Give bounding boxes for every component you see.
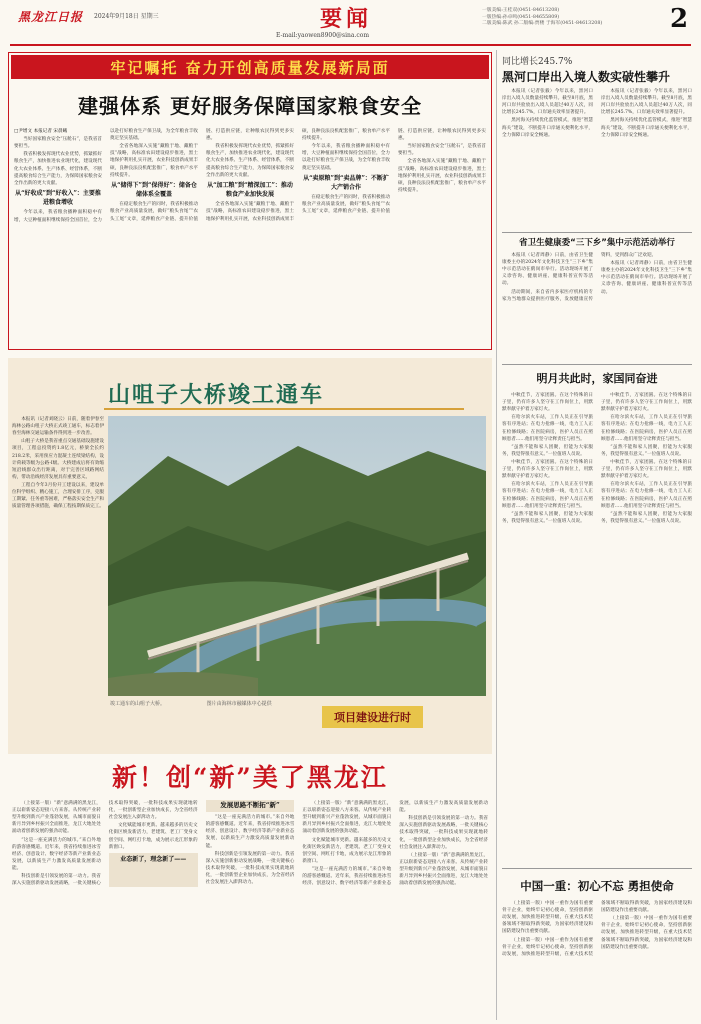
paragraph: 在哈尔滨火车站，工作人员正在引导旅客有序进站；在电力抢修一线，电力工人正在检修线路；在医院病房，医护人员正在照顾患者……他们用坚守诠释责任与担当。 xyxy=(601,415,692,442)
subhead-line: 发展思路不断拓“新” xyxy=(220,801,280,809)
paragraph: （上接第一版）中国一重作为国有重要骨干企业，始终牢记初心使命，坚持创新驱动发展，加快推进转型升级，在重大技术装备领域不断取得新突破，为国家经济建设和国防建设作出重要贡献。 xyxy=(601,916,692,950)
new-headline: 新！创“新”美了黑龙江 xyxy=(112,763,388,792)
paragraph: 全省各地深入实施“藏粮于地、藏粮于技”战略，高标准农田建设稳步推进，黑土地保护利用扎实开展，农业科技创新成果丰硕，良种良法良机配套推广，粮食单产水平持续提升。 xyxy=(398,159,486,193)
subhead: 从“好收成”到“好收入”：主要推进粮食增收 xyxy=(15,189,101,207)
article-2-body xyxy=(502,252,692,360)
lead-body xyxy=(14,128,486,346)
paragraph: 本报讯（记者张毅）今年以来，黑河口岸出入境人员数量持续攀升。截至8月底，黑河口岸共验放出入境人员超过40万人次，同比增长245.7%，口岸通关效率显著提升。 xyxy=(601,89,692,116)
rule xyxy=(502,364,692,365)
paragraph: 科技创新是引领发展的第一动力。我省深入实施创新驱动发展战略，一批关键核心技术取得突破，一批科技成果实现就地转化，一批创新型企业加快成长，为全省经济社会发展注入澎湃动力。 xyxy=(205,851,295,886)
paragraph: 黑河海关持续优化监管模式，推进“智慧海关”建设，不断提升口岸通关便利化水平，全力保障口岸安全畅通。 xyxy=(601,118,692,138)
paragraph: 文化赋能城市更新。越来越多的历史文化街区焕发新活力，老建筑、老工厂变身文创空间、网红打卡地，成为展示龙江形象的新窗口。 xyxy=(108,823,198,850)
bridge-title: 山咀子大桥竣工通车 xyxy=(108,382,325,408)
editor-line: 一版热编:孙卓鸣(0451-84655809) xyxy=(482,14,560,20)
paragraph: 在哈尔滨火车站，工作人员正在引导旅客有序进站；在电力抢修一线，电力工人正在检修线路；在医院病房，医护人员正在照顾患者……他们用坚守诠释责任与担当。 xyxy=(502,415,593,442)
paragraph: 科技创新是引领发展的第一动力。我省深入实施创新驱动发展战略，一批关键核心技术取得突破，一批科技成果实现就地转化，一批创新型企业加快成长，为全省经济社会发展注入澎湃动力。 xyxy=(399,816,488,850)
paragraph: 本报讯（记者张毅）今年以来，黑河口岸出入境人员数量持续攀升。截至8月底，黑河口岸共验放出入境人员超过40万人次，同比增长245.7%，口岸通关效率显著提升。 xyxy=(502,89,593,116)
rule xyxy=(502,868,692,869)
banner-text: 牢记嘱托 奋力开创高质量发展新局面 xyxy=(110,58,390,77)
paragraph: 全省各地深入实施“藏粮于地、藏粮于技”战略，高标准农田建设稳步推进，黑土地保护利用扎实开展，农业科技创新成果丰硕，良种良法良机配套推广，粮食单产水平持续提升。 xyxy=(206,129,390,222)
section-email: E-mail:yaowen8900@sina.com xyxy=(276,32,370,39)
article-3-title: 明月共此时，家国同奋进 xyxy=(536,372,658,385)
subhead: 从“卖原粮”到“卖品牌”：不断扩大产销合作 xyxy=(303,174,389,191)
photo-caption xyxy=(110,700,484,707)
paragraph: 文化赋能城市更新。越来越多的历史文化街区焕发新活力，老建筑、老工厂变身文创空间、网红打卡地，成为展示龙江形象的新窗口。 xyxy=(302,837,392,864)
paragraph: 在稳定粮食生产的同时，我省积极推动粮食产业高质量发展，做好“粮头食尾”“农头工尾”文章，延伸粮食产业链、提升价值链、打造供应链，让种粮农民得到更多实惠。 xyxy=(110,129,294,222)
section-title: 要闻 xyxy=(320,6,373,32)
issue-date: 2024年9月18日 星期三 xyxy=(94,13,159,20)
editor-credits xyxy=(482,8,662,28)
article-4-body xyxy=(502,900,692,1020)
paragraph: 工程自今年3月份开工建设以来，建设单位科学组织、精心施工，合理安排工序，克服工期紧、任务重等困难，严格落实安全生产和质量管理各项措施，确保工程按期保质完工。 xyxy=(12,482,104,510)
paragraph: “这是一座充满活力的城市。”来自外地的游客感慨道。近年来，我省持续推进冰雪经济、创意设计、数字经济等新产业新业态发展，以新质生产力激发高质量发展新动能。 xyxy=(205,815,295,849)
paragraph: 科技创新是引领发展的第一动力。我省深入实施创新驱动发展战略，一批关键核心技术取得突破，一批科技成果实现就地转化，一批创新型企业加快成长，为全省经济社会发展注入澎湃动力。 xyxy=(12,801,198,887)
article-1-body xyxy=(502,88,692,228)
bridge-body xyxy=(12,416,104,748)
paragraph: “虽然不能和家人团聚，但能为大家服务，我觉得很有意义。”一位值班人员说。 xyxy=(502,511,593,524)
paragraph: （上接第一版）“新”意满满的黑龙江，正以崭新姿态迎接八方来客。从传统产业转型升级到新兴产业蓬勃发展，从城市面貌日新月异到乡村振兴全面推进，龙江大地处处涌动着创新发展的强劲动能。 xyxy=(302,801,392,835)
subhead: 从“加工粮”到“精深加工”：推动粮食产业加快发展 xyxy=(207,181,293,199)
paragraph: 中秋佳节，万家团圆。在这个特殊的日子里，仍有许多人坚守在工作岗位上，用默默奉献守护着万家灯火。 xyxy=(502,393,593,413)
paragraph: “虽然不能和家人团聚，但能为大家服务，我觉得很有意义。”一位值班人员说。 xyxy=(601,444,692,457)
subhead-line: 业态新了，理念新了—— xyxy=(120,855,187,863)
lead-headline: 建强体系 更好服务保障国家粮食安全 xyxy=(78,94,422,118)
paragraph: “这是一座充满活力的城市。”来自外地的游客感慨道。近年来，我省持续推进冰雪经济、创意设计、数字经济等新产业新业态发展，以新质生产力激发高质量发展新动能。 xyxy=(12,837,101,871)
article-3-body xyxy=(502,392,692,860)
banner xyxy=(11,55,489,79)
paragraph: 当好国家粮食安全“压舱石”，是我省首要担当。 xyxy=(14,137,102,150)
article-4-title: 中国一重：初心不忘 勇担使命 xyxy=(520,879,674,893)
paragraph: （上接第一版）中国一重作为国有重要骨干企业，始终牢记初心使命，坚持创新驱动发展，加快推进转型升级，在重大技术装备领域不断取得新突破，为国家经济建设和国防建设作出重要贡献。 xyxy=(502,901,593,935)
page-number: 2 xyxy=(670,4,689,34)
paragraph: （上接第一版）中国一重作为国有重要骨干企业，始终牢记初心使命，坚持创新驱动发展，加快推进转型升级，在重大技术装备领域不断取得新突破，为国家经济建设和国防建设作出重要贡献。 xyxy=(502,901,692,957)
photo-credit: 图片由海林市融媒体中心提供 xyxy=(206,701,272,707)
bridge-photo xyxy=(108,416,486,696)
subhead: 从“储得下”到“保得好”：储备仓储体系全覆盖 xyxy=(111,181,197,199)
paragraph: 活动期间，来自省内多家医疗机构的专家为当地群众提供医疗服务，发放健康宣传资料，受到群众广泛欢迎。 xyxy=(502,253,657,302)
article-2-title: 省卫生健康委“三下乡”集中示范活动举行 xyxy=(519,238,675,248)
paragraph: 我省积极发挥现代农业优势，抓紧抓好粮食生产，加快推进农业现代化，建设现代化大农业体系、生产体系、经营体系，不断提高粮食综合生产能力，为保障国家粮食安全作出新的更大贡献。 xyxy=(14,152,102,186)
byline: □尹增文 本报记者 宋晨曦 xyxy=(14,129,68,134)
paragraph: 在稳定粮食生产的同时，我省积极推动粮食产业高质量发展，做好“粮头食尾”“农头工尾”文章，延伸粮食产业链、提升价值链、打造供应链，让种粮农民得到更多实惠。 xyxy=(302,129,486,215)
rule xyxy=(502,232,692,233)
article-1-tail: 同比增长245.7% xyxy=(502,57,573,67)
column-divider xyxy=(496,50,497,1020)
caption-text: 竣工通车的山咀子大桥。 xyxy=(110,701,166,707)
editor-line: 一版美编:王桂双(0451-84613208) xyxy=(482,8,560,13)
paragraph: 我省积极发挥现代农业优势，抓紧抓好粮食生产，加快推进农业现代化，建设现代化大农业体系、生产体系、经营体系，不断提高粮食综合生产能力，为保障国家粮食安全作出新的更大贡献。 xyxy=(206,144,294,178)
paragraph: 全省各地深入实施“藏粮于地、藏粮于技”战略，高标准农田建设稳步推进，黑土地保护利用扎实开展，农业科技创新成果丰硕，良种良法良机配套推广，粮食单产水平持续提升。 xyxy=(110,144,198,178)
paragraph: “虽然不能和家人团聚，但能为大家服务，我觉得很有意义。”一位值班人员说。 xyxy=(502,444,593,457)
paragraph: 中秋佳节，万家团圆。在这个特殊的日子里，仍有许多人坚守在工作岗位上，用默默奉献守护着万家灯火。 xyxy=(601,459,692,480)
title-rule xyxy=(104,408,464,410)
paragraph: （上接第一版）“新”意满满的黑龙江，正以崭新姿态迎接八方来客。从传统产业转型升级到新兴产业蓬勃发展，从城市面貌日新月异到乡村振兴全面推进，龙江大地处处涌动着创新发展的强劲动能。 xyxy=(12,801,101,835)
paragraph: 本报讯（记者周静）日前，由省卫生健康委主办的2024年文化科技卫生“三下乡”集中示范活动在鹤岗市举行。活动现场开展了义诊咨询、健康讲座、健康科普宣传等活动。 xyxy=(601,261,692,295)
editor-line: 二版美编:陈武 孙二版编:贾楼 于海军(0451-84613208) xyxy=(482,21,603,27)
paragraph: 今年以来，我省粮食播种面积稳中有增，大豆种植面积继续保持全国首位，全力以赴打好粮食生产保卫战，为全年粮食丰收奠定坚实基础。 xyxy=(302,144,390,171)
paragraph: 当好国家粮食安全“压舱石”，是我省首要担当。 xyxy=(398,144,486,157)
paragraph: （上接第一版）“新”意满满的黑龙江，正以崭新姿态迎接八方来客。从传统产业转型升级到新兴产业蓬勃发展，从城市面貌日新月异到乡村振兴全面推进，龙江大地处处涌动着创新发展的强劲动能。 xyxy=(399,852,488,887)
paragraph: 在哈尔滨火车站，工作人员正在引导旅客有序进站；在电力抢修一线，电力工人正在检修线路；在医院病房，医护人员正在照顾患者……他们用坚守诠释责任与担当。 xyxy=(502,482,593,509)
masthead-rule xyxy=(10,44,691,46)
paragraph: 中秋佳节，万家团圆。在这个特殊的日子里，仍有许多人坚守在工作岗位上，用默默奉献守护着万家灯火。 xyxy=(502,459,593,480)
paragraph: “虽然不能和家人团聚，但能为大家服务，我觉得很有意义。”一位值班人员说。 xyxy=(601,511,692,524)
paragraph: 山咀子大桥是我省重点交通基础设施建设项目，工程总投资约1.8亿元，桥梁全长约218.2米，采用预应力混凝土连续梁结构，设计荷载等级为公路-I级。大桥建成后将有效缩短沿线群众出行距离，对于完善区域路网结构，带动沿线经济发展具有重要意义。 xyxy=(12,439,104,480)
new-article-body xyxy=(12,800,488,1020)
paragraph: “这是一座充满活力的城市。”来自外地的游客感慨道。近年来，我省持续推进冰雪经济、创意设计、数字经济等新产业新业态发展，以新质生产力激发高质量发展新动能。 xyxy=(302,801,488,887)
paragraph: 中秋佳节，万家团圆。在这个特殊的日子里，仍有许多人坚守在工作岗位上，用默默奉献守护着万家灯火。 xyxy=(601,393,692,413)
paragraph: 在哈尔滨火车站，工作人员正在引导旅客有序进站；在电力抢修一线，电力工人正在检修线路；在医院病房，医护人员正在照顾患者……他们用坚守诠释责任与担当。 xyxy=(601,482,692,509)
paragraph: 黑河海关持续优化监管模式，推进“智慧海关”建设，不断提升口岸通关便利化水平，全力保障口岸安全畅通。 xyxy=(502,118,593,138)
newspaper-logo: 黑龙江日报 xyxy=(18,10,84,24)
paragraph: 今年以来，我省粮食播种面积稳中有增，大豆种植面积继续保持全国首位，全力以赴打好粮食生产保卫战，为全年粮食丰收奠定坚实基础。 xyxy=(14,129,198,223)
project-subtitle: 项目建设进行时 xyxy=(322,706,423,728)
article-1-title: 黑河口岸出入境人数实破性攀升 xyxy=(502,70,671,84)
paragraph: 本报讯（记者周静）日前，由省卫生健康委主办的2024年文化科技卫生“三下乡”集中示范活动在鹤岗市举行。活动现场开展了义诊咨询、健康讲座、健康科普宣传等活动。 xyxy=(502,253,593,287)
paragraph: 本报讯（记者刘晓云）日前，随着伊春至海林公路山咀子大桥正式竣工通车，标志着伊春至海林交通运输条件得到进一步改善。 xyxy=(12,417,104,437)
masthead xyxy=(0,0,701,48)
